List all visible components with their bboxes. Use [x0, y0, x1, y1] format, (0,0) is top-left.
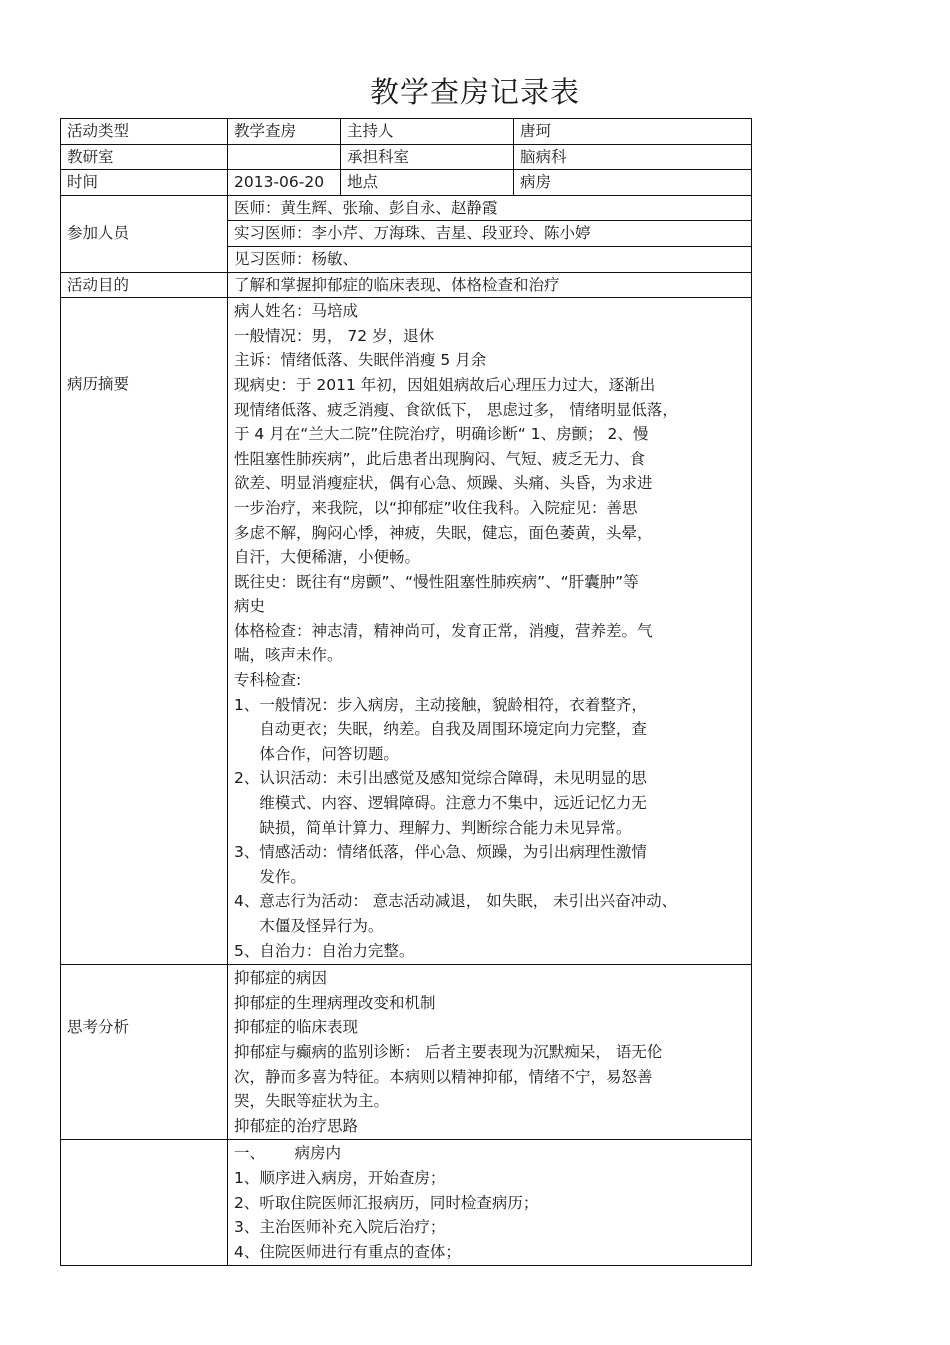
row-analysis — [61, 965, 752, 1140]
item-line: 木僵及怪异行为。 — [259, 917, 384, 935]
special-exam-title: 专科检查: — [234, 671, 302, 690]
past-history-line: 既往史：既往有“房颤”、“慢性阻塞性肺疾病”、“肝囊肿”等 — [234, 572, 639, 591]
row-teaching-office — [61, 144, 752, 170]
process-content — [228, 1140, 752, 1266]
present-history-line: 性阻塞性肺疾病”，此后患者出现胸闷、气短、疲乏无力、食 — [234, 449, 646, 468]
row-time — [61, 170, 752, 196]
item-number: 2、 — [234, 769, 260, 788]
patient-general: 一般情况：男， 72 岁，退休 — [234, 326, 435, 345]
present-history-line: 一步治疗，来我院，以“抑郁症”收住我科。入院症见：善思 — [234, 498, 638, 517]
item-number: 1、 — [234, 695, 260, 714]
label-analysis: 思考分析 — [61, 965, 228, 1140]
label-time: 时间 — [61, 170, 228, 196]
analysis-line: 抑郁症的病因 — [234, 969, 328, 988]
label-purpose: 活动目的 — [61, 272, 228, 298]
analysis-line: 抑郁症与癫病的监别诊断： 后者主要表现为沉默痴呆， 语无伦 — [234, 1042, 663, 1061]
row-activity-type — [61, 119, 752, 145]
page-title: 教学查房记录表 — [369, 75, 580, 109]
label-host: 主持人 — [341, 119, 514, 145]
analysis-line: 抑郁症的临床表现 — [234, 1018, 359, 1037]
process-step: 3、主治医师补充入院后治疗； — [234, 1218, 446, 1237]
physical-exam-line: 体格检查：神志清，精神尚可，发育正常，消瘦，营养差。气 — [234, 621, 653, 640]
participants-trainees: 见习医师：杨敏、 — [228, 246, 752, 272]
present-history-line: 多虑不解，胸闷心悸，神疲，失眠，健忘，面色萎黄，头晕， — [234, 523, 653, 542]
item-number: 5、 — [234, 941, 260, 960]
record-table — [60, 118, 752, 1266]
special-exam-item — [234, 766, 745, 840]
item-line: 体合作，问答切题。 — [259, 744, 399, 763]
analysis-line: 抑郁症的生理病理改变和机制 — [234, 993, 436, 1012]
item-line: 维模式、内容、逻辑障碍。注意力不集中，远近记忆力无 — [259, 794, 647, 813]
row-participants-1 — [61, 195, 752, 221]
label-process-empty — [61, 1140, 228, 1266]
special-exam-item — [234, 840, 745, 889]
special-exam-item — [234, 693, 745, 767]
item-line: 认识活动：未引出感觉及感知觉综合障碍，未见明显的思 — [259, 769, 647, 788]
present-history-line: 于 4 月在“兰大二院”住院治疗，明确诊断“ 1、房颤； 2、慢 — [234, 425, 649, 444]
physical-exam-line: 喘，咳声未作。 — [234, 646, 343, 665]
special-exam-item — [234, 889, 745, 938]
item-line: 发作。 — [259, 867, 306, 886]
item-line: 缺损，简单计算力、理解力、判断综合能力未见异常。 — [259, 818, 632, 837]
special-exam-item — [234, 939, 745, 964]
label-participants: 参加人员 — [61, 195, 228, 272]
process-step: 1、顺序进入病房，开始查房； — [234, 1168, 446, 1187]
physical-exam — [234, 619, 745, 668]
label-location: 地点 — [341, 170, 514, 196]
chief-complaint: 主诉：情绪低落、失眠伴消瘦 5 月余 — [234, 351, 487, 370]
item-line: 一般情况：步入病房，主动接触，貌龄相符，衣着整齐， — [259, 695, 647, 714]
label-case-summary: 病历摘要 — [61, 298, 228, 965]
row-purpose — [61, 272, 752, 298]
value-purpose: 了解和掌握抑郁症的临床表现、体格检查和治疗 — [228, 272, 752, 298]
process-step: 4、住院医师进行有重点的查体； — [234, 1242, 461, 1261]
value-location: 病房 — [514, 170, 752, 196]
value-host: 唐珂 — [514, 119, 752, 145]
analysis-line: 次，静而多喜为特征。本病则以精神抑郁，情绪不宁，易怒善 — [234, 1067, 653, 1086]
item-line: 情感活动：情绪低落，伴心急、烦躁，为引出病理性激情 — [259, 843, 647, 862]
participants-interns: 实习医师：李小芹、万海珠、吉星、段亚玲、陈小婷 — [228, 221, 752, 247]
patient-name: 病人姓名：马培成 — [234, 302, 359, 321]
process-step: 2、听取住院医师汇报病历，同时检查病历； — [234, 1193, 539, 1212]
value-teaching-office — [228, 144, 341, 170]
row-case-summary — [61, 298, 752, 965]
item-line: 意志行为活动： 意志活动减退， 如失眠， 未引出兴奋冲动、 — [259, 892, 678, 911]
past-history — [234, 570, 745, 619]
present-history — [234, 373, 745, 570]
past-history-line: 病史 — [234, 597, 266, 616]
item-number: 3、 — [234, 843, 260, 862]
present-history-line: 现病史：于 2011 年初，因姐姐病故后心理压力过大，逐渐出 — [234, 375, 656, 394]
analysis-content — [228, 965, 752, 1140]
process-heading: 一、 病房内 — [234, 1144, 342, 1163]
analysis-line: 抑郁症的治疗思路 — [234, 1116, 359, 1135]
label-activity-type: 活动类型 — [61, 119, 228, 145]
item-line: 自动更衣；失眠，纳差。自我及周围环境定向力完整，查 — [259, 720, 647, 739]
item-line: 自治力：自治力完整。 — [259, 941, 415, 960]
present-history-line: 自汗，大便稀溏，小便畅。 — [234, 548, 421, 567]
participants-doctors: 医师：黄生辉、张瑜、彭自永、赵静霞 — [228, 195, 752, 221]
item-number: 4、 — [234, 892, 260, 911]
present-history-line: 欲差、明显消瘦症状，偶有心急、烦躁、头痛、头昏，为求进 — [234, 474, 653, 493]
analysis-line: 哭，失眠等症状为主。 — [234, 1092, 390, 1111]
value-time: 2013-06-20 — [228, 170, 341, 196]
value-activity-type: 教学查房 — [228, 119, 341, 145]
label-teaching-office: 教研室 — [61, 144, 228, 170]
case-summary-content — [228, 298, 752, 965]
value-department: 脑病科 — [514, 144, 752, 170]
present-history-line: 现情绪低落、疲乏消瘦、食欲低下， 思虑过多， 情绪明显低落， — [234, 400, 678, 419]
label-department: 承担科室 — [341, 144, 514, 170]
row-process — [61, 1140, 752, 1266]
